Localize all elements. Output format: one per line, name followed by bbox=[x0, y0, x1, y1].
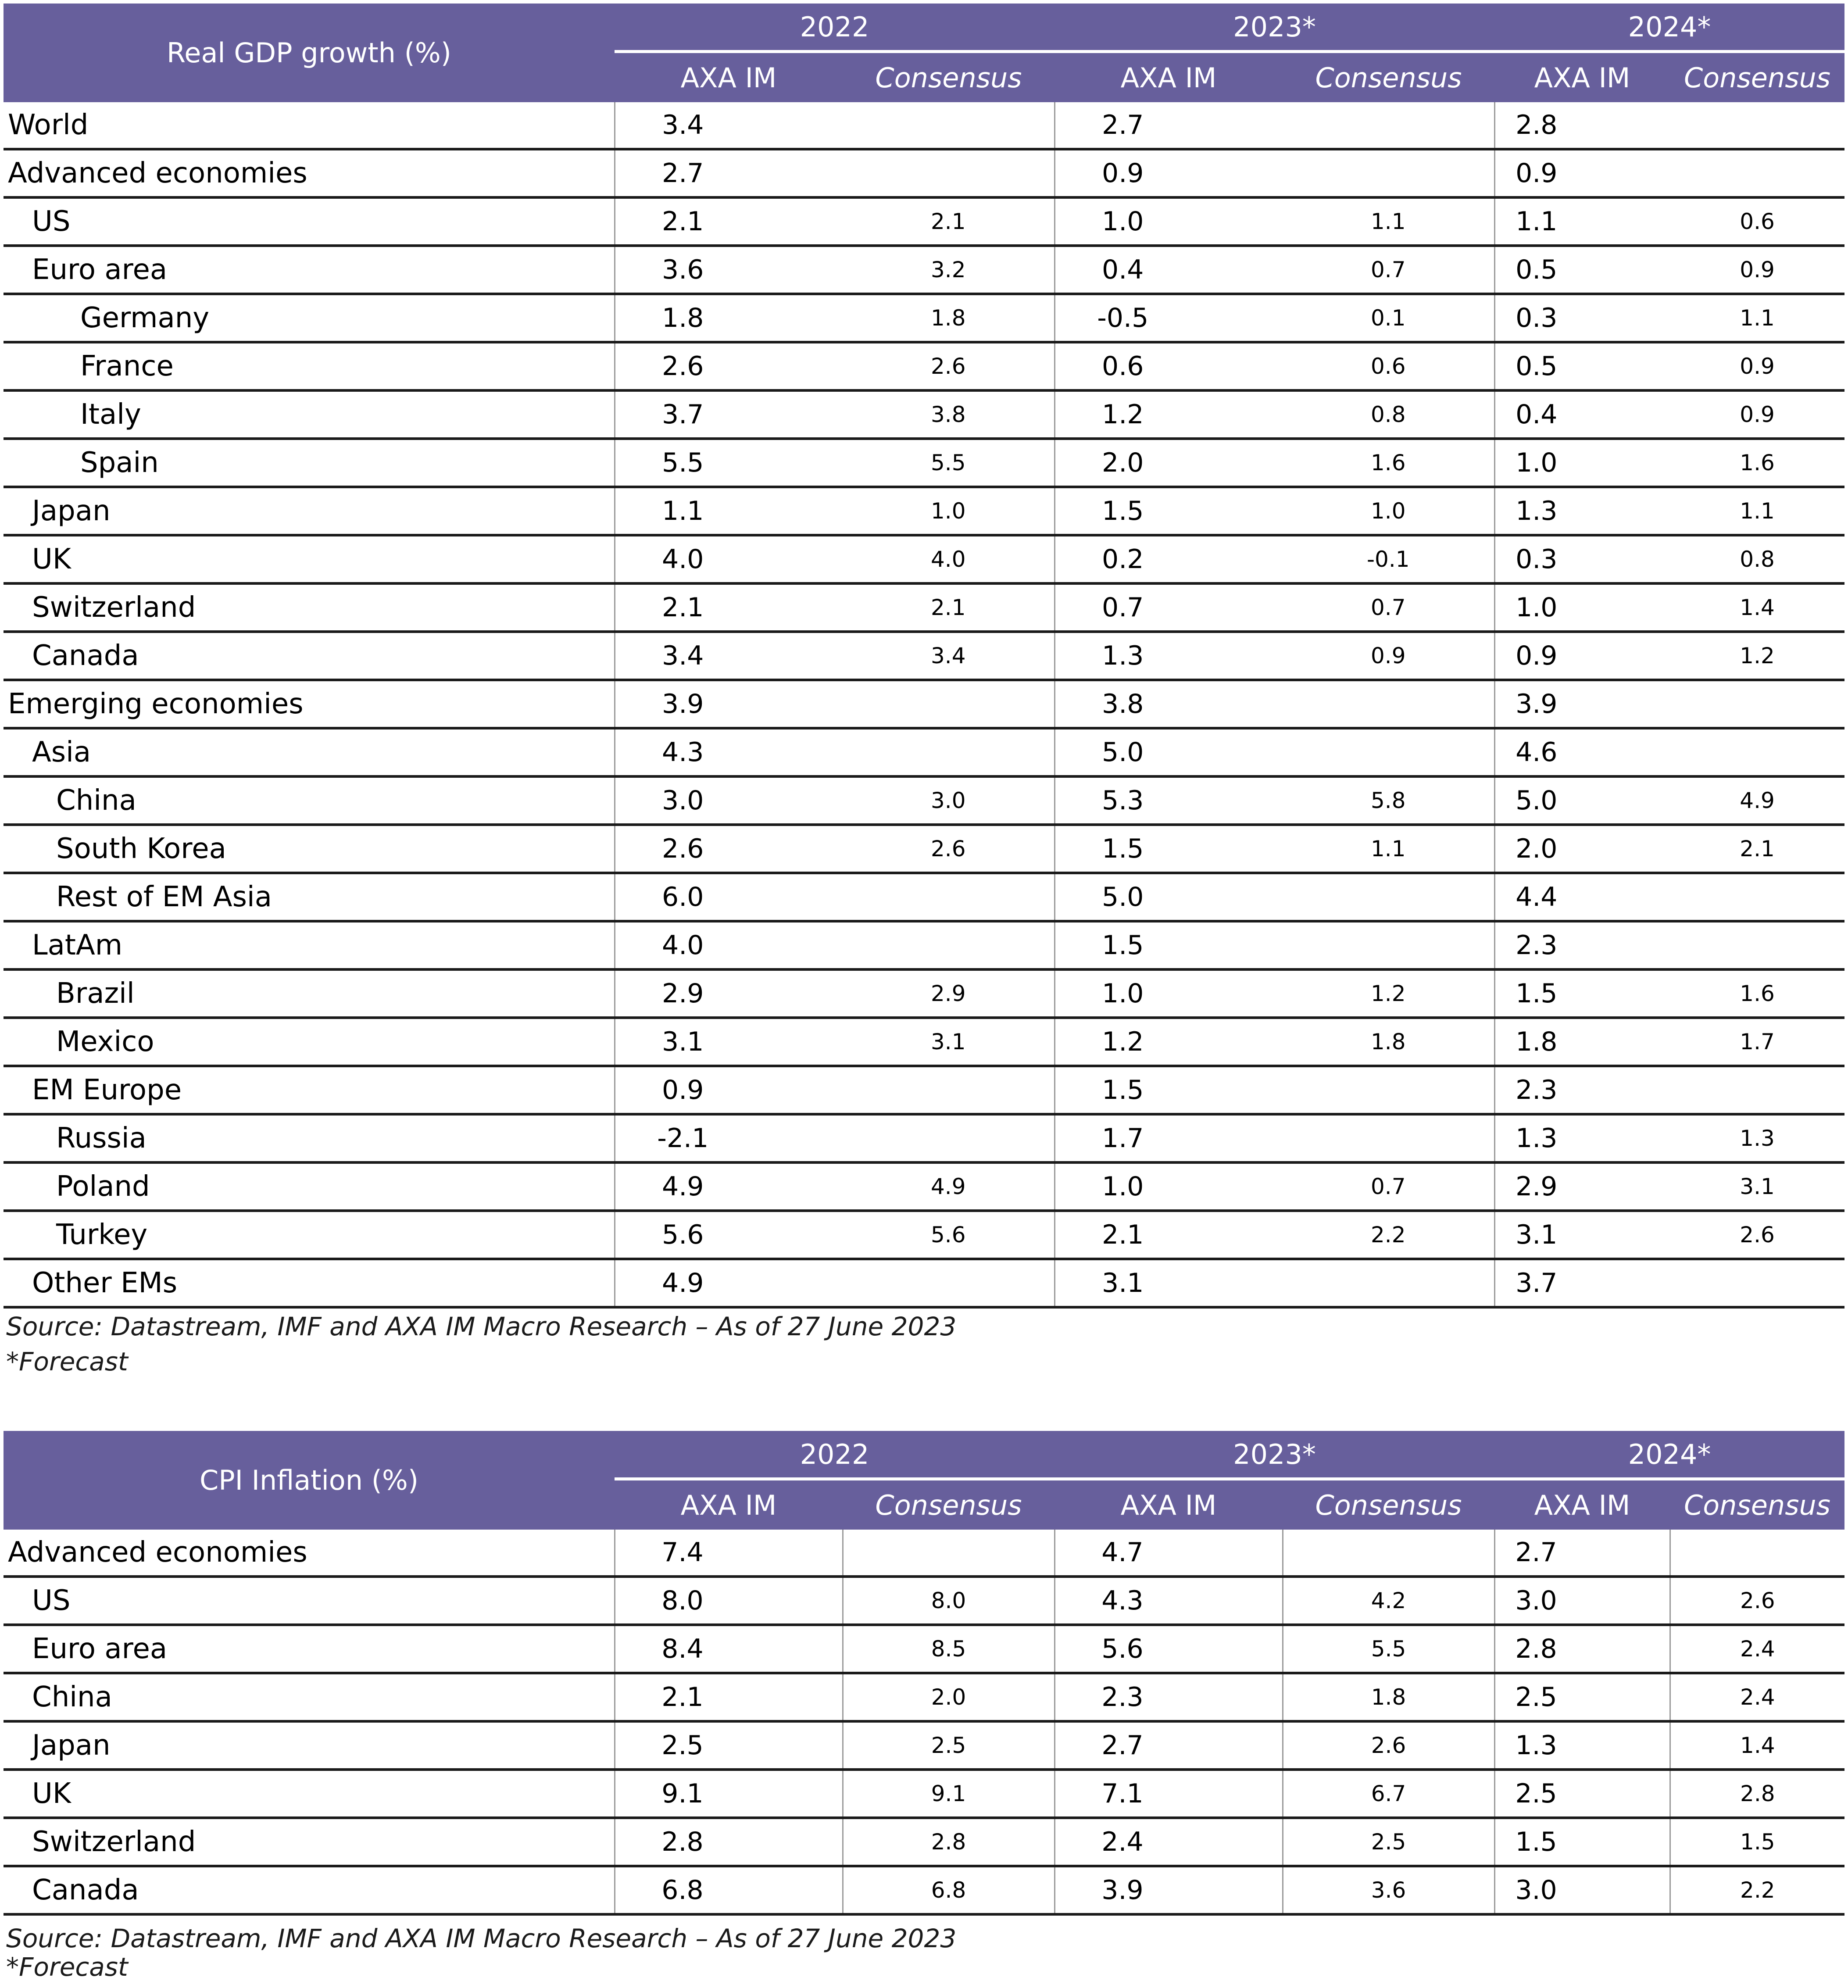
consensus-value bbox=[1283, 680, 1494, 728]
axa-im-value: 2.0 bbox=[1494, 825, 1670, 873]
consensus-value: 5.8 bbox=[1283, 776, 1494, 825]
gdp-table-body bbox=[4, 102, 1844, 1307]
axa-im-value: 7.1 bbox=[1054, 1770, 1283, 1818]
axa-im-value: 1.2 bbox=[1054, 390, 1283, 439]
axa-im-value: 2.8 bbox=[1494, 102, 1670, 149]
year-header: 2023* bbox=[1054, 1431, 1494, 1479]
axa-im-value: 0.9 bbox=[1054, 149, 1283, 197]
consensus-value: 0.7 bbox=[1283, 1162, 1494, 1211]
axa-im-value: 2.4 bbox=[1054, 1818, 1283, 1866]
consensus-value: 1.6 bbox=[1670, 969, 1844, 1018]
consensus-value: 1.8 bbox=[1283, 1673, 1494, 1721]
axa-im-value: 8.4 bbox=[615, 1625, 843, 1673]
table-row bbox=[4, 487, 1844, 535]
consensus-value: 5.5 bbox=[843, 439, 1054, 487]
footnote: *Forecast bbox=[6, 1952, 128, 1982]
axa-im-value: 2.6 bbox=[615, 342, 843, 390]
axa-im-value: 2.1 bbox=[615, 197, 843, 246]
col-header-axa-im: AXA IM bbox=[615, 52, 843, 103]
row-label: Canada bbox=[4, 632, 615, 680]
consensus-value: 1.3 bbox=[1670, 1114, 1844, 1162]
axa-im-value: 4.6 bbox=[1494, 728, 1670, 776]
col-header-axa-im: AXA IM bbox=[1494, 1479, 1670, 1530]
row-label: Emerging economies bbox=[4, 680, 615, 728]
table-row bbox=[4, 1018, 1844, 1066]
consensus-value: 1.1 bbox=[1283, 825, 1494, 873]
row-label: Italy bbox=[4, 390, 615, 439]
consensus-value: 9.1 bbox=[843, 1770, 1054, 1818]
consensus-value: 3.2 bbox=[843, 246, 1054, 294]
col-header-consensus: Consensus bbox=[1670, 52, 1844, 103]
axa-im-value: 2.7 bbox=[1054, 102, 1283, 149]
consensus-value: 2.9 bbox=[843, 969, 1054, 1018]
consensus-value: 4.9 bbox=[843, 1162, 1054, 1211]
axa-im-value: 0.5 bbox=[1494, 246, 1670, 294]
table-row bbox=[4, 873, 1844, 921]
axa-im-value: 1.5 bbox=[1054, 921, 1283, 969]
axa-im-value: 1.1 bbox=[1494, 197, 1670, 246]
axa-im-value: 1.3 bbox=[1494, 1114, 1670, 1162]
axa-im-value: 2.7 bbox=[1054, 1721, 1283, 1770]
consensus-value: 2.6 bbox=[1283, 1721, 1494, 1770]
consensus-value: 2.6 bbox=[1670, 1211, 1844, 1259]
row-label: Germany bbox=[4, 294, 615, 342]
consensus-value: 0.9 bbox=[1670, 390, 1844, 439]
axa-im-value: 2.6 bbox=[615, 825, 843, 873]
axa-im-value: 2.5 bbox=[615, 1721, 843, 1770]
axa-im-value: 1.1 bbox=[615, 487, 843, 535]
axa-im-value: 1.5 bbox=[1054, 487, 1283, 535]
row-label: Euro area bbox=[4, 246, 615, 294]
year-header: 2023* bbox=[1054, 4, 1494, 52]
axa-im-value: 3.6 bbox=[615, 246, 843, 294]
col-header-consensus: Consensus bbox=[843, 52, 1054, 103]
consensus-value bbox=[843, 1530, 1054, 1577]
consensus-value: 2.6 bbox=[1670, 1577, 1844, 1625]
axa-im-value: 3.1 bbox=[1054, 1259, 1283, 1307]
consensus-value bbox=[1283, 102, 1494, 149]
axa-im-value: 1.3 bbox=[1494, 1721, 1670, 1770]
axa-im-value: 1.5 bbox=[1054, 825, 1283, 873]
row-label: UK bbox=[4, 1770, 615, 1818]
axa-im-value: 5.6 bbox=[1054, 1625, 1283, 1673]
row-label: Mexico bbox=[4, 1018, 615, 1066]
consensus-value: 6.8 bbox=[843, 1866, 1054, 1914]
consensus-value bbox=[1670, 680, 1844, 728]
consensus-value: 3.1 bbox=[1670, 1162, 1844, 1211]
axa-im-value: 3.4 bbox=[615, 632, 843, 680]
consensus-value: 1.0 bbox=[1283, 487, 1494, 535]
year-header: 2024* bbox=[1494, 1431, 1844, 1479]
table-row bbox=[4, 632, 1844, 680]
axa-im-value: 2.5 bbox=[1494, 1673, 1670, 1721]
row-label: Other EMs bbox=[4, 1259, 615, 1307]
axa-im-value: 3.7 bbox=[615, 390, 843, 439]
year-header: 2024* bbox=[1494, 4, 1844, 52]
col-header-axa-im: AXA IM bbox=[1054, 1479, 1283, 1530]
axa-im-value: 3.1 bbox=[1494, 1211, 1670, 1259]
col-header-axa-im: AXA IM bbox=[1494, 52, 1670, 103]
row-label: US bbox=[4, 1577, 615, 1625]
table-row bbox=[4, 1211, 1844, 1259]
consensus-value: 1.8 bbox=[1283, 1018, 1494, 1066]
consensus-value: 2.8 bbox=[843, 1818, 1054, 1866]
table-row bbox=[4, 1114, 1844, 1162]
axa-im-value: 1.0 bbox=[1494, 439, 1670, 487]
table-row bbox=[4, 921, 1844, 969]
row-label: UK bbox=[4, 535, 615, 583]
row-label: World bbox=[4, 102, 615, 149]
table-row bbox=[4, 825, 1844, 873]
axa-im-value: 1.0 bbox=[1054, 1162, 1283, 1211]
axa-im-value: 2.8 bbox=[615, 1818, 843, 1866]
table-row bbox=[4, 680, 1844, 728]
table-row bbox=[4, 1162, 1844, 1211]
col-header-consensus: Consensus bbox=[1283, 52, 1494, 103]
consensus-value: 3.1 bbox=[843, 1018, 1054, 1066]
axa-im-value: 2.5 bbox=[1494, 1770, 1670, 1818]
consensus-value bbox=[843, 102, 1054, 149]
axa-im-value: 5.0 bbox=[1494, 776, 1670, 825]
consensus-value: 6.7 bbox=[1283, 1770, 1494, 1818]
axa-im-value: 4.9 bbox=[615, 1162, 843, 1211]
consensus-value bbox=[1283, 1530, 1494, 1577]
consensus-value bbox=[843, 873, 1054, 921]
consensus-value: 0.1 bbox=[1283, 294, 1494, 342]
col-header-axa-im: AXA IM bbox=[1054, 52, 1283, 103]
axa-im-value: 2.3 bbox=[1494, 921, 1670, 969]
row-label: Euro area bbox=[4, 1625, 615, 1673]
axa-im-value: 2.7 bbox=[615, 149, 843, 197]
source-note: Source: Datastream, IMF and AXA IM Macro Research – As of 27 June 2023 bbox=[6, 1924, 957, 1953]
consensus-value: 0.9 bbox=[1283, 632, 1494, 680]
consensus-value: 2.6 bbox=[843, 825, 1054, 873]
consensus-value: 0.7 bbox=[1283, 583, 1494, 632]
axa-im-value: 0.3 bbox=[1494, 535, 1670, 583]
table-row bbox=[4, 439, 1844, 487]
consensus-value: 4.9 bbox=[1670, 776, 1844, 825]
consensus-value: -0.1 bbox=[1283, 535, 1494, 583]
row-label: US bbox=[4, 197, 615, 246]
axa-im-value: 2.0 bbox=[1054, 439, 1283, 487]
consensus-value bbox=[1670, 1066, 1844, 1114]
axa-im-value: 7.4 bbox=[615, 1530, 843, 1577]
consensus-value: 1.1 bbox=[1283, 197, 1494, 246]
axa-im-value: 1.7 bbox=[1054, 1114, 1283, 1162]
consensus-value bbox=[1670, 102, 1844, 149]
row-label: Rest of EM Asia bbox=[4, 873, 615, 921]
consensus-value bbox=[1670, 873, 1844, 921]
consensus-value: 1.6 bbox=[1670, 439, 1844, 487]
cpi-table-body bbox=[4, 1530, 1844, 1914]
consensus-value: 2.5 bbox=[843, 1721, 1054, 1770]
axa-im-value: 1.5 bbox=[1494, 1818, 1670, 1866]
consensus-value: 5.6 bbox=[843, 1211, 1054, 1259]
consensus-value: 0.9 bbox=[1670, 246, 1844, 294]
consensus-value: 0.7 bbox=[1283, 246, 1494, 294]
consensus-value: 1.4 bbox=[1670, 1721, 1844, 1770]
consensus-value bbox=[843, 1259, 1054, 1307]
consensus-value: 0.6 bbox=[1670, 197, 1844, 246]
axa-im-value: 2.7 bbox=[1494, 1530, 1670, 1577]
row-label: Advanced economies bbox=[4, 1530, 615, 1577]
consensus-value: 1.0 bbox=[843, 487, 1054, 535]
consensus-value: 2.1 bbox=[843, 197, 1054, 246]
consensus-value: 1.4 bbox=[1670, 583, 1844, 632]
consensus-value bbox=[843, 149, 1054, 197]
table-row bbox=[4, 776, 1844, 825]
consensus-value: 5.5 bbox=[1283, 1625, 1494, 1673]
row-label: China bbox=[4, 1673, 615, 1721]
axa-im-value: 6.8 bbox=[615, 1866, 843, 1914]
table-row bbox=[4, 1259, 1844, 1307]
axa-im-value: 1.0 bbox=[1054, 969, 1283, 1018]
axa-im-value: 3.0 bbox=[1494, 1577, 1670, 1625]
consensus-value: 0.8 bbox=[1283, 390, 1494, 439]
consensus-value: 1.2 bbox=[1283, 969, 1494, 1018]
axa-im-value: 0.7 bbox=[1054, 583, 1283, 632]
axa-im-value: 3.0 bbox=[615, 776, 843, 825]
consensus-value bbox=[1283, 873, 1494, 921]
table-row bbox=[4, 1721, 1844, 1770]
axa-im-value: 0.4 bbox=[1054, 246, 1283, 294]
axa-im-value: 3.9 bbox=[1494, 680, 1670, 728]
axa-im-value: 4.0 bbox=[615, 921, 843, 969]
table-row bbox=[4, 294, 1844, 342]
consensus-value: 2.4 bbox=[1670, 1625, 1844, 1673]
row-label: Advanced economies bbox=[4, 149, 615, 197]
consensus-value: 8.5 bbox=[843, 1625, 1054, 1673]
row-label: France bbox=[4, 342, 615, 390]
consensus-value bbox=[1283, 1259, 1494, 1307]
axa-im-value: 2.9 bbox=[1494, 1162, 1670, 1211]
row-label: Canada bbox=[4, 1866, 615, 1914]
consensus-value: 2.8 bbox=[1670, 1770, 1844, 1818]
table-row bbox=[4, 1818, 1844, 1866]
table-row bbox=[4, 1625, 1844, 1673]
axa-im-value: 3.9 bbox=[615, 680, 843, 728]
axa-im-value: 0.2 bbox=[1054, 535, 1283, 583]
consensus-value: 1.2 bbox=[1670, 632, 1844, 680]
axa-im-value: 3.1 bbox=[615, 1018, 843, 1066]
consensus-value: 1.5 bbox=[1670, 1818, 1844, 1866]
row-label: EM Europe bbox=[4, 1066, 615, 1114]
consensus-value bbox=[1283, 921, 1494, 969]
consensus-value bbox=[843, 921, 1054, 969]
consensus-value bbox=[1283, 1114, 1494, 1162]
row-label: South Korea bbox=[4, 825, 615, 873]
row-label: Poland bbox=[4, 1162, 615, 1211]
table-row bbox=[4, 1577, 1844, 1625]
axa-im-value: 9.1 bbox=[615, 1770, 843, 1818]
consensus-value bbox=[1283, 728, 1494, 776]
consensus-value: 2.1 bbox=[843, 583, 1054, 632]
consensus-value: 3.4 bbox=[843, 632, 1054, 680]
table-row bbox=[4, 969, 1844, 1018]
consensus-value: 1.1 bbox=[1670, 487, 1844, 535]
table-row bbox=[4, 342, 1844, 390]
consensus-value bbox=[843, 680, 1054, 728]
consensus-value bbox=[843, 1114, 1054, 1162]
consensus-value bbox=[1283, 149, 1494, 197]
consensus-value bbox=[843, 1066, 1054, 1114]
table-row bbox=[4, 583, 1844, 632]
axa-im-value: 1.3 bbox=[1054, 632, 1283, 680]
row-label: Russia bbox=[4, 1114, 615, 1162]
axa-im-value: 5.3 bbox=[1054, 776, 1283, 825]
table-row bbox=[4, 1770, 1844, 1818]
axa-im-value: 5.6 bbox=[615, 1211, 843, 1259]
axa-im-value: 0.9 bbox=[1494, 632, 1670, 680]
axa-im-value: 2.9 bbox=[615, 969, 843, 1018]
row-label: Switzerland bbox=[4, 583, 615, 632]
row-label: Japan bbox=[4, 1721, 615, 1770]
consensus-value: 2.5 bbox=[1283, 1818, 1494, 1866]
axa-im-value: 0.6 bbox=[1054, 342, 1283, 390]
axa-im-value: -2.1 bbox=[615, 1114, 843, 1162]
consensus-value bbox=[1283, 1066, 1494, 1114]
row-label: Brazil bbox=[4, 969, 615, 1018]
consensus-value: 1.8 bbox=[843, 294, 1054, 342]
axa-im-value: 0.9 bbox=[615, 1066, 843, 1114]
consensus-value: 3.8 bbox=[843, 390, 1054, 439]
consensus-value: 1.1 bbox=[1670, 294, 1844, 342]
consensus-value: 1.6 bbox=[1283, 439, 1494, 487]
col-header-consensus: Consensus bbox=[1283, 1479, 1494, 1530]
year-header: 2022 bbox=[615, 4, 1054, 52]
row-label: Switzerland bbox=[4, 1818, 615, 1866]
axa-im-value: 2.1 bbox=[615, 583, 843, 632]
axa-im-value: 3.4 bbox=[615, 102, 843, 149]
consensus-value: 2.2 bbox=[1283, 1211, 1494, 1259]
consensus-value: 1.7 bbox=[1670, 1018, 1844, 1066]
axa-im-value: 3.7 bbox=[1494, 1259, 1670, 1307]
row-label: China bbox=[4, 776, 615, 825]
axa-im-value: 3.9 bbox=[1054, 1866, 1283, 1914]
axa-im-value: 4.3 bbox=[1054, 1577, 1283, 1625]
col-header-consensus: Consensus bbox=[1670, 1479, 1844, 1530]
row-label: Japan bbox=[4, 487, 615, 535]
consensus-value: 2.2 bbox=[1670, 1866, 1844, 1914]
axa-im-value: 3.0 bbox=[1494, 1866, 1670, 1914]
axa-im-value: 1.8 bbox=[615, 294, 843, 342]
consensus-value bbox=[1670, 1530, 1844, 1577]
consensus-value bbox=[1670, 921, 1844, 969]
consensus-value bbox=[843, 728, 1054, 776]
axa-im-value: 4.0 bbox=[615, 535, 843, 583]
table-row bbox=[4, 1866, 1844, 1914]
table-row bbox=[4, 390, 1844, 439]
table-row bbox=[4, 1673, 1844, 1721]
row-label: Asia bbox=[4, 728, 615, 776]
table-title: CPI Inflation (%) bbox=[4, 1431, 615, 1530]
consensus-value: 2.0 bbox=[843, 1673, 1054, 1721]
axa-im-value: 2.1 bbox=[615, 1673, 843, 1721]
cpi-inflation-table bbox=[4, 1431, 1844, 1916]
axa-im-value: 1.2 bbox=[1054, 1018, 1283, 1066]
axa-im-value: 1.3 bbox=[1494, 487, 1670, 535]
axa-im-value: 6.0 bbox=[615, 873, 843, 921]
axa-im-value: 0.4 bbox=[1494, 390, 1670, 439]
consensus-value: 4.0 bbox=[843, 535, 1054, 583]
axa-im-value: 0.3 bbox=[1494, 294, 1670, 342]
axa-im-value: 8.0 bbox=[615, 1577, 843, 1625]
axa-im-value: 1.8 bbox=[1494, 1018, 1670, 1066]
gdp-growth-table bbox=[4, 4, 1844, 1309]
axa-im-value: 0.5 bbox=[1494, 342, 1670, 390]
table-row bbox=[4, 1066, 1844, 1114]
consensus-value: 4.2 bbox=[1283, 1577, 1494, 1625]
axa-im-value: 2.3 bbox=[1494, 1066, 1670, 1114]
axa-im-value: 1.0 bbox=[1494, 583, 1670, 632]
table-row bbox=[4, 149, 1844, 197]
footnote: *Forecast bbox=[6, 1347, 128, 1377]
axa-im-value: 1.0 bbox=[1054, 197, 1283, 246]
table-row bbox=[4, 1530, 1844, 1577]
table-row bbox=[4, 246, 1844, 294]
axa-im-value: 1.5 bbox=[1054, 1066, 1283, 1114]
year-header: 2022 bbox=[615, 1431, 1054, 1479]
consensus-value: 2.4 bbox=[1670, 1673, 1844, 1721]
table-row bbox=[4, 197, 1844, 246]
col-header-axa-im: AXA IM bbox=[615, 1479, 843, 1530]
table-row bbox=[4, 102, 1844, 149]
row-label: Turkey bbox=[4, 1211, 615, 1259]
axa-im-value: -0.5 bbox=[1054, 294, 1283, 342]
table-title: Real GDP growth (%) bbox=[4, 4, 615, 102]
consensus-value: 3.6 bbox=[1283, 1866, 1494, 1914]
axa-im-value: 2.1 bbox=[1054, 1211, 1283, 1259]
consensus-value: 2.1 bbox=[1670, 825, 1844, 873]
axa-im-value: 4.9 bbox=[615, 1259, 843, 1307]
consensus-value bbox=[1670, 1259, 1844, 1307]
consensus-value: 8.0 bbox=[843, 1577, 1054, 1625]
axa-im-value: 4.7 bbox=[1054, 1530, 1283, 1577]
row-label: LatAm bbox=[4, 921, 615, 969]
axa-im-value: 4.3 bbox=[615, 728, 843, 776]
consensus-value: 0.8 bbox=[1670, 535, 1844, 583]
consensus-value: 2.6 bbox=[843, 342, 1054, 390]
consensus-value bbox=[1670, 149, 1844, 197]
consensus-value: 3.0 bbox=[843, 776, 1054, 825]
table-row bbox=[4, 535, 1844, 583]
col-header-consensus: Consensus bbox=[843, 1479, 1054, 1530]
axa-im-value: 5.0 bbox=[1054, 728, 1283, 776]
table-row bbox=[4, 728, 1844, 776]
axa-im-value: 5.5 bbox=[615, 439, 843, 487]
consensus-value: 0.9 bbox=[1670, 342, 1844, 390]
axa-im-value: 0.9 bbox=[1494, 149, 1670, 197]
consensus-value: 0.6 bbox=[1283, 342, 1494, 390]
row-label: Spain bbox=[4, 439, 615, 487]
source-note: Source: Datastream, IMF and AXA IM Macro Research – As of 27 June 2023 bbox=[6, 1312, 957, 1341]
axa-im-value: 2.3 bbox=[1054, 1673, 1283, 1721]
axa-im-value: 1.5 bbox=[1494, 969, 1670, 1018]
consensus-value bbox=[1670, 728, 1844, 776]
axa-im-value: 2.8 bbox=[1494, 1625, 1670, 1673]
axa-im-value: 5.0 bbox=[1054, 873, 1283, 921]
axa-im-value: 4.4 bbox=[1494, 873, 1670, 921]
axa-im-value: 3.8 bbox=[1054, 680, 1283, 728]
